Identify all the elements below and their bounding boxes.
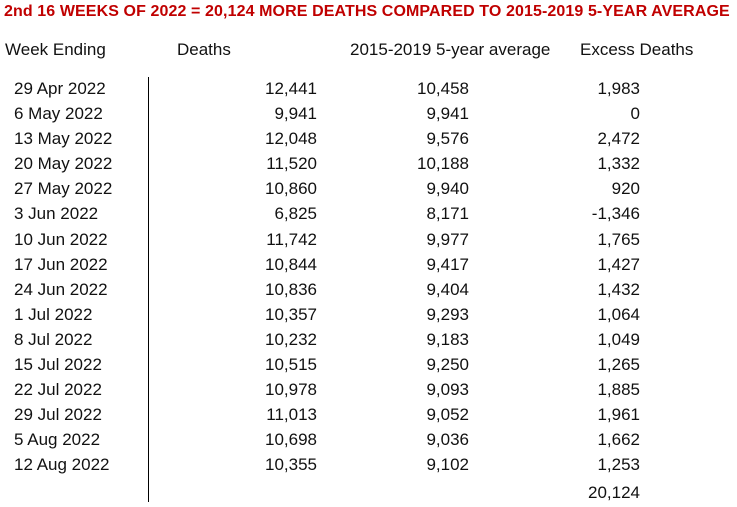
- table-row: [0, 78, 737, 103]
- excess-deaths-cell: 1,662: [597, 430, 640, 450]
- table-row: [0, 304, 737, 329]
- deaths-cell: 11,013: [266, 405, 317, 425]
- excess-deaths-cell: 0: [630, 104, 640, 124]
- deaths-cell: 11,742: [266, 229, 317, 249]
- table-row: [0, 354, 737, 379]
- week-ending-cell: 3 Jun 2022: [14, 204, 99, 224]
- five-year-average-cell: 9,183: [426, 329, 469, 349]
- five-year-average-cell: 9,250: [426, 355, 469, 375]
- five-year-average-cell: 9,052: [426, 405, 469, 425]
- table-row: [0, 103, 737, 128]
- deaths-cell: 11,520: [266, 154, 317, 174]
- excess-deaths-cell: 2,472: [597, 129, 640, 149]
- week-ending-cell: 10 Jun 2022: [14, 229, 108, 249]
- week-ending-cell: 5 Aug 2022: [14, 430, 101, 450]
- week-ending-cell: 20 May 2022: [14, 154, 113, 174]
- total-excess-deaths: 20,124: [588, 483, 640, 502]
- excess-deaths-cell: 1,332: [597, 154, 640, 174]
- week-ending-cell: 17 Jun 2022: [14, 254, 108, 274]
- week-ending-cell: 12 Aug 2022: [14, 455, 110, 475]
- five-year-average-cell: 9,940: [426, 179, 469, 199]
- week-ending-cell: 8 Jul 2022: [14, 329, 93, 349]
- five-year-average-cell: 9,293: [426, 304, 469, 324]
- week-ending-cell: 13 May 2022: [14, 129, 113, 149]
- table-row: [0, 178, 737, 203]
- five-year-average-cell: 9,404: [426, 279, 469, 299]
- week-ending-cell: 24 Jun 2022: [14, 279, 108, 299]
- week-ending-cell: 29 Jul 2022: [14, 405, 102, 425]
- deaths-cell: 10,698: [265, 430, 317, 450]
- excess-deaths-cell: -1,346: [591, 204, 640, 224]
- column-header-week-ending: Week Ending: [5, 40, 106, 59]
- five-year-average-cell: 9,941: [426, 104, 469, 124]
- table-row: [0, 329, 737, 354]
- deaths-cell: 10,978: [265, 380, 317, 400]
- excess-deaths-cell: 1,885: [597, 380, 640, 400]
- five-year-average-cell: 9,036: [426, 430, 469, 450]
- week-ending-cell: 22 Jul 2022: [14, 380, 102, 400]
- table-row: [0, 203, 737, 228]
- excess-deaths-cell: 1,427: [597, 254, 640, 274]
- five-year-average-cell: 9,417: [426, 254, 469, 274]
- excess-deaths-cell: 1,064: [597, 304, 640, 324]
- table-row: [0, 429, 737, 454]
- deaths-cell: 10,355: [265, 455, 317, 475]
- excess-deaths-cell: 1,049: [597, 329, 640, 349]
- table-row: [0, 254, 737, 279]
- column-header-excess-deaths: Excess Deaths: [580, 40, 694, 59]
- week-ending-cell: 1 Jul 2022: [14, 304, 93, 324]
- table-row: [0, 229, 737, 254]
- five-year-average-cell: 9,576: [426, 129, 469, 149]
- five-year-average-cell: 10,458: [417, 79, 469, 98]
- deaths-cell: 10,836: [265, 279, 317, 299]
- five-year-average-cell: 10,188: [417, 154, 469, 174]
- excess-deaths-cell: 1,432: [597, 279, 640, 299]
- deaths-cell: 10,357: [265, 304, 317, 324]
- table-row: [0, 379, 737, 404]
- excess-deaths-cell: 920: [611, 179, 640, 199]
- deaths-table: [0, 78, 737, 480]
- table-row: [0, 279, 737, 304]
- table-row: [0, 404, 737, 429]
- five-year-average-cell: 9,102: [426, 455, 469, 475]
- deaths-cell: 12,048: [265, 129, 317, 149]
- week-ending-cell: 27 May 2022: [14, 179, 113, 199]
- excess-deaths-cell: 1,253: [597, 455, 640, 475]
- deaths-cell: 10,860: [265, 179, 317, 199]
- deaths-cell: 10,232: [265, 329, 317, 349]
- deaths-cell: 10,515: [265, 355, 317, 375]
- column-header-five-year-average: 2015-2019 5-year average: [350, 40, 551, 59]
- five-year-average-cell: 9,977: [426, 229, 469, 249]
- table-row: [0, 153, 737, 178]
- table-row: [0, 454, 737, 479]
- excess-deaths-cell: 1,265: [597, 355, 640, 375]
- deaths-cell: 10,844: [265, 254, 317, 274]
- five-year-average-cell: 9,093: [426, 380, 469, 400]
- deaths-cell: 12,441: [265, 79, 317, 98]
- excess-deaths-cell: 1,983: [597, 79, 640, 98]
- excess-deaths-cell: 1,961: [597, 405, 640, 425]
- week-ending-cell: 29 Apr 2022: [14, 79, 106, 98]
- week-ending-cell: 15 Jul 2022: [14, 355, 102, 375]
- column-header-deaths: Deaths: [177, 40, 231, 59]
- table-row: [0, 128, 737, 153]
- deaths-cell: 9,941: [274, 104, 317, 124]
- five-year-average-cell: 8,171: [426, 204, 469, 224]
- excess-deaths-cell: 1,765: [597, 229, 640, 249]
- deaths-cell: 6,825: [274, 204, 317, 224]
- week-ending-cell: 6 May 2022: [14, 104, 103, 124]
- page-title: 2nd 16 WEEKS OF 2022 = 20,124 MORE DEATHS COMPARED TO 2015-2019 5-YEAR AVERAGE: [4, 3, 730, 20]
